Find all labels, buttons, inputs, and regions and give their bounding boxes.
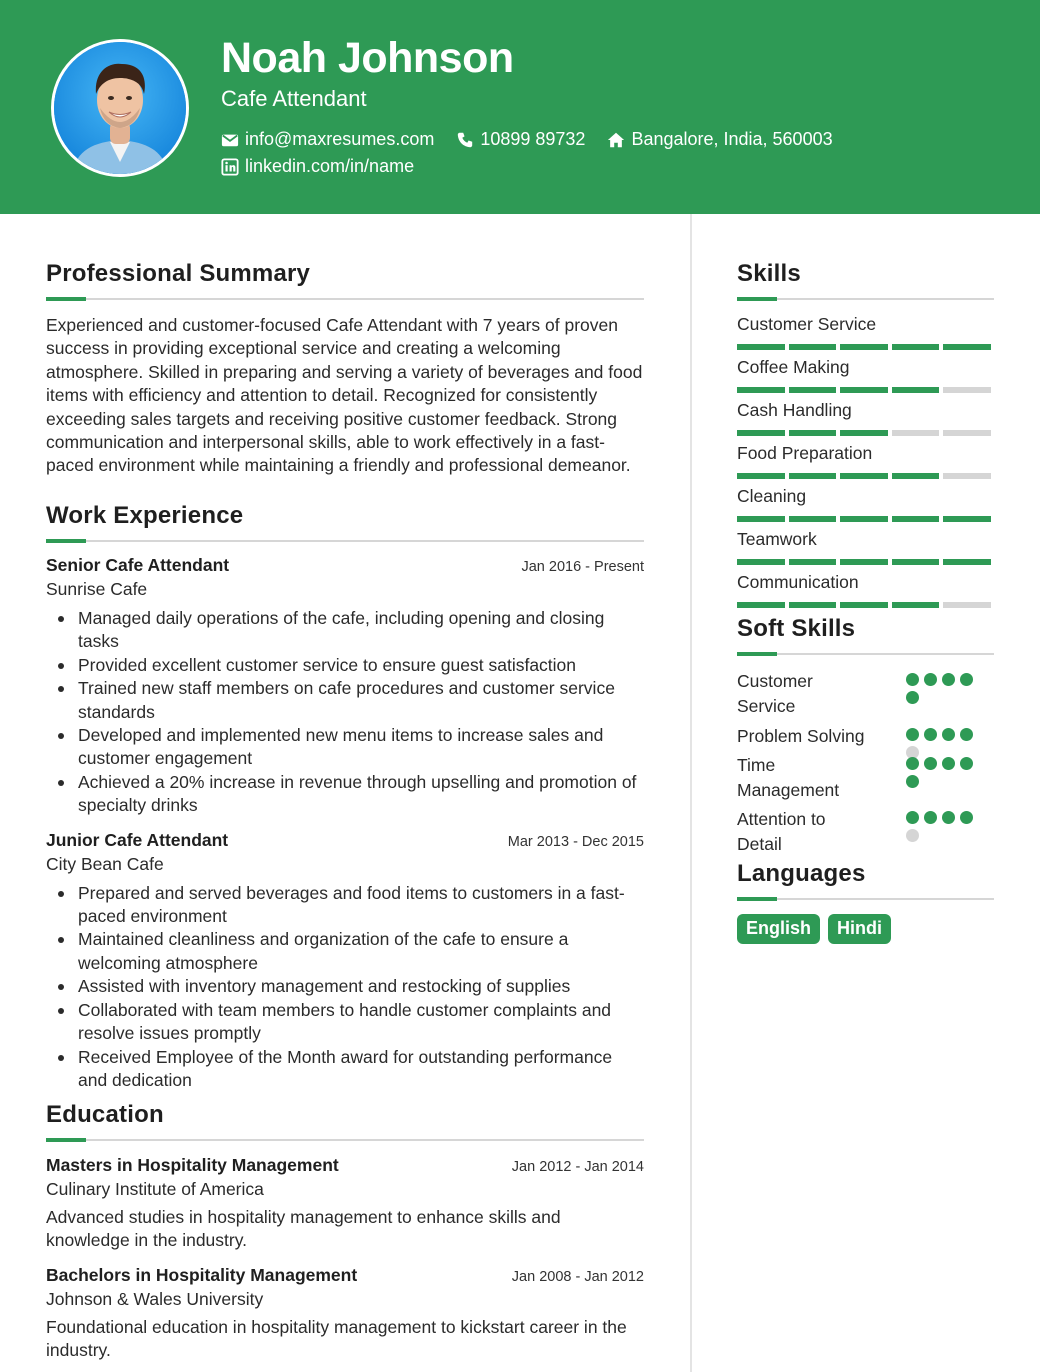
skill-level-segment: [840, 516, 888, 522]
rating-dot: [906, 691, 919, 704]
skill-level-segment: [892, 473, 940, 479]
list-item: Collaborated with team members to handle customer complaints and resolve issues promptly: [46, 999, 644, 1046]
job-company: City Bean Cafe: [46, 853, 164, 874]
skill-level-segment: [943, 430, 991, 436]
education-desc: Advanced studies in hospitality management to enhance skills and knowledge in the industry.: [46, 1207, 561, 1251]
linkedin-icon: [221, 158, 239, 176]
rating-dot: [924, 728, 937, 741]
skill-level-segment: [892, 559, 940, 565]
skill-level-segment: [789, 387, 837, 393]
skill-name: Teamwork: [737, 529, 817, 549]
skill-level-segment: [789, 344, 837, 350]
contact-location: [607, 129, 832, 150]
education-desc: Foundational education in hospitality management to kickstart career in the industry.: [46, 1316, 627, 1361]
degree-title: Masters in Hospitality Management: [46, 1155, 339, 1175]
skill-level-segment: [943, 602, 991, 608]
rating-dot: [942, 811, 955, 824]
skill-name: Communication: [737, 572, 859, 592]
skill-level-segment: [737, 344, 785, 350]
job-dates: Jan 2016 - Present: [521, 559, 644, 575]
skill-level-segment: [737, 602, 785, 608]
skill-name: Cleaning: [737, 486, 807, 506]
envelope-icon: [221, 131, 239, 149]
skill-name: Cash Handling: [737, 400, 852, 420]
experience-section: [46, 502, 644, 1092]
job-dates: Mar 2013 - Dec 2015: [507, 833, 644, 850]
section-divider: [46, 298, 644, 300]
rating-dot: [960, 757, 973, 770]
skill-level-segment: [789, 473, 837, 479]
skill-item: [737, 357, 994, 400]
rating-dot: [960, 728, 973, 741]
list-item: Assisted with inventory management and restocking of supplies: [46, 975, 644, 998]
skill-level-segment: [943, 387, 991, 393]
job-company: Sunrise Cafe: [46, 579, 148, 599]
skill-level-bar: [737, 387, 994, 393]
column-divider: [690, 214, 692, 1372]
skill-item: [737, 572, 994, 615]
education-dates: Jan 2008 - Jan 2012: [511, 1268, 644, 1285]
education-dates: Jan 2012 - Jan 2014: [511, 1159, 644, 1175]
education-entry: [46, 1265, 644, 1363]
section-divider: [46, 540, 644, 542]
skill-level-segment: [737, 387, 785, 393]
soft-skill-item: [737, 807, 994, 856]
rating-dot: [906, 829, 919, 842]
soft-skill-name: Problem Solving: [737, 726, 865, 746]
skill-item: [737, 529, 994, 572]
skills-section: [737, 260, 994, 615]
job-entry: [46, 555, 644, 818]
skill-level-bar: [737, 473, 994, 479]
section-divider: [737, 653, 994, 655]
soft-skill-name: Attention to Detail: [737, 809, 826, 854]
skill-item: [737, 443, 994, 486]
list-item: Provided excellent customer service to ensure guest satisfaction: [46, 654, 644, 677]
rating-dot: [906, 728, 919, 741]
education-section: [46, 1101, 644, 1363]
rating-dot: [906, 757, 919, 770]
skill-level-segment: [789, 516, 837, 522]
list-item: Prepared and served beverages and food items to customers in a fast-paced environment: [46, 882, 644, 929]
resume-header: [0, 0, 1040, 214]
skill-level-segment: [789, 602, 837, 608]
skill-level-segment: [840, 430, 888, 436]
list-item: Maintained cleanliness and organization of the cafe to ensure a welcoming atmosphere: [46, 928, 644, 975]
rating-dot: [924, 673, 937, 686]
rating-dot: [924, 757, 937, 770]
email-text: info@maxresumes.com: [245, 129, 435, 149]
skill-level-segment: [892, 344, 940, 350]
skill-level-bar: [737, 430, 994, 436]
soft-skill-name: Customer Service: [737, 671, 813, 716]
list-item: Managed daily operations of the cafe, including opening and closing tasks: [46, 607, 644, 654]
rating-dot: [906, 775, 919, 788]
contact-phone[interactable]: [456, 129, 585, 150]
section-divider: [46, 1139, 644, 1141]
skill-level-segment: [892, 516, 940, 522]
skill-level-bar: [737, 516, 994, 522]
school-name: Culinary Institute of America: [46, 1179, 264, 1199]
languages-heading: Languages: [737, 860, 866, 887]
list-item: Developed and implemented new menu items to increase sales and customer engagement: [46, 724, 644, 771]
job-bullets: [46, 607, 644, 818]
profile-photo: [54, 42, 186, 174]
skill-level-segment: [737, 516, 785, 522]
section-divider: [737, 298, 994, 300]
list-item: Achieved a 20% increase in revenue through upselling and promotion of specialty drinks: [46, 771, 644, 818]
skill-level-segment: [892, 602, 940, 608]
skill-level-segment: [737, 559, 785, 565]
languages-list: [737, 914, 994, 944]
skill-item: [737, 314, 994, 357]
soft-skill-name: Time Management: [737, 755, 840, 800]
skill-level-segment: [840, 473, 888, 479]
contact-row: [221, 129, 833, 150]
phone-icon: [456, 131, 474, 149]
skill-level-segment: [943, 344, 991, 350]
skill-level-bar: [737, 559, 994, 565]
summary-heading: Professional Summary: [46, 260, 311, 287]
section-divider: [737, 898, 994, 900]
skill-level-segment: [943, 473, 991, 479]
skill-level-segment: [840, 387, 888, 393]
skills-heading: Skills: [737, 260, 801, 287]
rating-dot: [906, 673, 919, 686]
skills-list: [737, 314, 994, 615]
education-entry: [46, 1155, 644, 1253]
rating-dot: [942, 673, 955, 686]
linkedin-text: linkedin.com/in/name: [245, 156, 415, 176]
language-badge: English: [737, 914, 820, 944]
languages-section: [737, 860, 994, 944]
rating-dot: [942, 757, 955, 770]
rating-dot: [942, 728, 955, 741]
degree-title: Bachelors in Hospitality Management: [46, 1264, 358, 1285]
soft-skill-rating: [906, 673, 982, 704]
phone-text: 10899 89732: [480, 129, 586, 149]
soft-skill-rating: [906, 757, 982, 788]
soft-skills-list: [737, 669, 994, 859]
soft-skill-item: [737, 669, 994, 718]
location-text: Bangalore, India, 560003: [631, 129, 833, 149]
summary-text: Experienced and customer-focused Cafe Attendant with 7 years of proven success in providing exceptional service and creating a welcoming atmosphere. Skilled in preparing and serving a variety of beverages and food items with efficiency and attention to detail. Recognized for consistently exceeding sales targets and receiving positive customer feedback. Strong communication and interpersonal skills, able to work effectively in a fast-paced environment while maintaining a friendly and professional demeanor.: [46, 315, 643, 476]
contact-email[interactable]: [221, 129, 434, 150]
soft-skill-item: [737, 724, 994, 749]
education-heading: Education: [46, 1101, 164, 1128]
skill-level-segment: [892, 430, 940, 436]
rating-dot: [960, 673, 973, 686]
skill-level-segment: [943, 516, 991, 522]
skill-level-segment: [840, 602, 888, 608]
soft-skill-item: [737, 753, 994, 802]
skill-level-segment: [943, 559, 991, 565]
soft-skills-heading: Soft Skills: [737, 615, 856, 642]
skill-level-segment: [892, 387, 940, 393]
job-entry: [46, 830, 644, 1093]
contact-linkedin[interactable]: [221, 156, 414, 177]
job-title: Junior Cafe Attendant: [46, 829, 229, 850]
rating-dot: [924, 811, 937, 824]
skill-level-bar: [737, 344, 994, 350]
skill-level-segment: [789, 559, 837, 565]
list-item: Received Employee of the Month award for outstanding performance and dedication: [46, 1046, 644, 1093]
skill-level-segment: [840, 344, 888, 350]
experience-heading: Work Experience: [46, 502, 244, 529]
skill-item: [737, 400, 994, 443]
rating-dot: [906, 811, 919, 824]
list-item: Trained new staff members on cafe procedures and customer service standards: [46, 677, 644, 724]
job-bullets: [46, 882, 644, 1093]
candidate-name: Noah Johnson: [221, 34, 514, 82]
skill-level-bar: [737, 602, 994, 608]
soft-skills-section: [737, 615, 994, 859]
soft-skill-rating: [906, 811, 982, 842]
skill-name: Food Preparation: [737, 443, 873, 463]
skill-level-segment: [840, 559, 888, 565]
rating-dot: [960, 811, 973, 824]
skill-level-segment: [737, 430, 785, 436]
skill-name: Coffee Making: [737, 357, 850, 377]
skill-level-segment: [737, 473, 785, 479]
skill-name: Customer Service: [737, 314, 877, 334]
skill-level-segment: [789, 430, 837, 436]
job-title: Senior Cafe Attendant: [46, 555, 230, 575]
school-name: Johnson & Wales University: [46, 1288, 264, 1309]
skill-item: [737, 486, 994, 529]
candidate-title: Cafe Attendant: [221, 86, 367, 111]
language-badge: Hindi: [828, 914, 891, 944]
summary-section: [46, 260, 644, 478]
home-icon: [607, 131, 625, 149]
avatar: [51, 39, 189, 177]
